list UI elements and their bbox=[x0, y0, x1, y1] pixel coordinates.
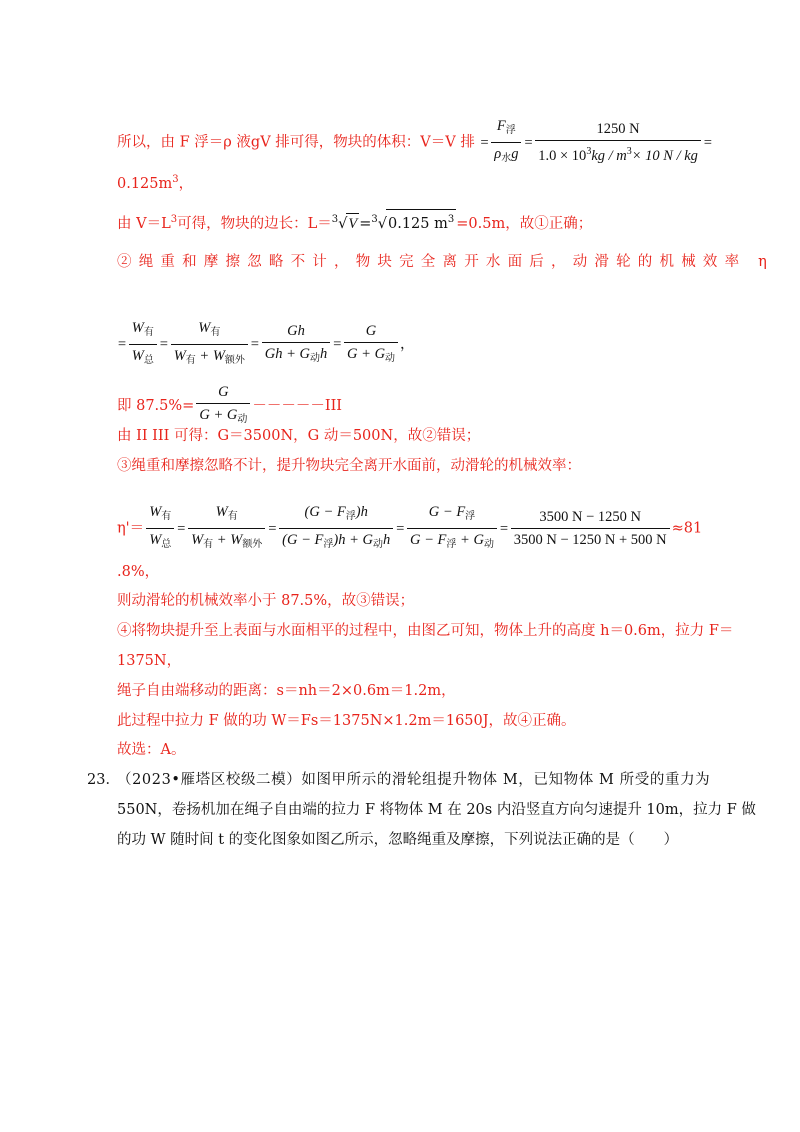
solution-line-step-four: ④将物块提升至上表面与水面相平的过程中，由图乙可知，物体上升的高度 h＝0.6m，拉力 F＝ bbox=[117, 623, 734, 639]
question-line-1: （2023•雁塔区校级二模）如图甲所示的滑轮组提升物体 M，已知物体 M 所受的重力为 bbox=[117, 772, 711, 788]
solution-line-volume-result: $0.125m^3$， bbox=[117, 174, 194, 192]
solution-line-answer: 故选：A。 bbox=[117, 742, 186, 758]
question-line-3: 的功 W 随时间 t 的变化图象如图乙所示，忽略绳重及摩擦，下列说法正确的是（ ） bbox=[117, 832, 679, 848]
fraction-volume-value: $\frac{1250 N}{1.0 \times 10^3kg / m^3\times 10 N / kg}$ bbox=[535, 119, 701, 166]
solution-line-edge: 由 $V=L^3$可得，物块的边长：L＝$^3$√V =$^3$√0.125 $m^3 =0.5m$，故①正确； bbox=[117, 209, 592, 234]
solution-line-efficiency-value: .8%， bbox=[117, 564, 160, 580]
solution-line-force-value: 1375N， bbox=[117, 653, 182, 669]
question-number: 23． bbox=[87, 772, 120, 788]
solution-line-result-three: 则动滑轮的机械效率小于 87.5%，故③错误； bbox=[117, 593, 415, 609]
solution-line-equation-three: 即 87.5%= $\frac{G}{G + G_动}$ －－－－－III bbox=[117, 382, 342, 430]
solution-line-efficiency-before-formula: η'＝ $\frac{W_有}{W_总}$ = $\frac{W_有}{W_有 + W_{额外}}$ = $\frac{(G - F_浮)h}{(G - F_浮)h + G_动h}$ = $\frac{G - F_浮}{G - F_浮 + G_动}$ = $\frac{3500 N - 1250 N}{3500 N - 1250 N + 500 N}$ ≈81 bbox=[117, 502, 702, 555]
solution-line-volume: 所以，由 F 浮＝ρ 液gV 排可得，物块的体积：V＝V 排 = $\frac{F_浮}{\rho_水g}$ = $\frac{1250 N}{1.0 \times 10^3kg / m^3\times 10 N / kg}$ = bbox=[117, 116, 713, 169]
question-line-2: 550N，卷扬机加在绳子自由端的拉力 F 将物体 M 在 20s 内沿竖直方向匀速提升 10m，拉力 F 做 bbox=[117, 802, 756, 818]
solution-line-work: 此过程中拉力 F 做的功 W＝Fs＝1375N×1.2m＝1650J，故④正确。 bbox=[117, 713, 576, 729]
solution-line-efficiency-before: ③绳重和摩擦忽略不计，提升物块完全离开水面前，动滑轮的机械效率： bbox=[117, 458, 581, 474]
solution-line-efficiency-formula: = $\frac{W_有}{W_总}$ = $\frac{W_有}{W_有 + W_{额外}}$ = $\frac{Gh}{Gh + G_动h}$ = $\frac{G}{G + G_动}$ ， bbox=[117, 318, 415, 371]
solution-line-result-two: 由 II III 可得：G＝3500N，G 动＝500N，故②错误； bbox=[117, 428, 481, 444]
solution-line-efficiency-intro: ②绳重和摩擦忽略不计，物块完全离开水面后，动滑轮的机械效率 η bbox=[117, 254, 774, 270]
fraction-buoyancy: $\frac{F_浮}{\rho_水g}$ bbox=[491, 116, 521, 169]
solution-line-distance: 绳子自由端移动的距离：s＝nh＝2×0.6m＝1.2m， bbox=[117, 683, 456, 699]
